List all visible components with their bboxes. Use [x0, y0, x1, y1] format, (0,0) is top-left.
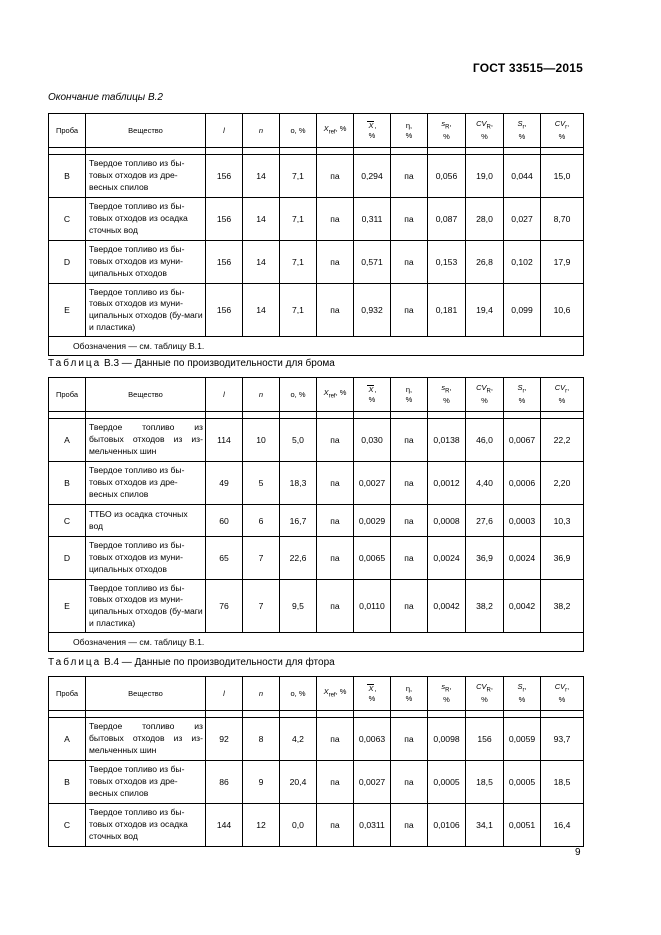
cell-substance: Твердое топливо из бы-товых отходов из дре-весных спилов	[86, 155, 206, 198]
col-header-sR: $s_R$, %	[428, 114, 466, 148]
cell-xref: па	[317, 580, 354, 633]
cell-xref: па	[317, 284, 354, 337]
cell-sR: 0,056	[428, 155, 466, 198]
cell-cvR: 34,1	[466, 804, 504, 847]
header-spacer	[280, 412, 317, 419]
header-spacer	[86, 412, 206, 419]
cell-l: 156	[206, 198, 243, 241]
cell-cvR: 28,0	[466, 198, 504, 241]
header-spacer	[243, 412, 280, 419]
cell-l: 144	[206, 804, 243, 847]
col-header-sample: Проба	[49, 378, 86, 412]
cell-o: 9,5	[280, 580, 317, 633]
table-notes-row	[49, 633, 584, 652]
col-header-cvR: $CV_R$, %	[466, 378, 504, 412]
cell-sr: 0,0067	[504, 419, 541, 462]
cell-cvr: 17,9	[541, 241, 584, 284]
header-spacer	[317, 412, 354, 419]
col-header-sr: $S_r$, %	[504, 114, 541, 148]
col-header-l: l	[206, 114, 243, 148]
cell-xref: па	[317, 537, 354, 580]
cell-sR: 0,0098	[428, 718, 466, 761]
header-spacer	[466, 711, 504, 718]
header-spacer	[504, 148, 541, 155]
header-spacer	[504, 711, 541, 718]
header-spacer	[243, 148, 280, 155]
cell-xref: па	[317, 241, 354, 284]
col-header-xbar: X, %	[354, 677, 391, 711]
cell-cvr: 8,70	[541, 198, 584, 241]
cell-cvr: 93,7	[541, 718, 584, 761]
cell-cvR: 46,0	[466, 419, 504, 462]
col-header-o: о, %	[280, 378, 317, 412]
cell-xref: па	[317, 198, 354, 241]
header-spacer	[466, 148, 504, 155]
cell-sr: 0,0051	[504, 804, 541, 847]
table-row	[49, 804, 584, 847]
col-header-sample: Проба	[49, 114, 86, 148]
cell-xbar: 0,0110	[354, 580, 391, 633]
cell-sr: 0,102	[504, 241, 541, 284]
header-spacer	[391, 148, 428, 155]
header-spacer	[317, 711, 354, 718]
cell-o: 7,1	[280, 155, 317, 198]
header-spacer	[504, 412, 541, 419]
table-row	[49, 580, 584, 633]
header-spacer	[428, 148, 466, 155]
cell-xbar: 0,0029	[354, 505, 391, 537]
cell-eta: па	[391, 284, 428, 337]
header-spacer	[541, 412, 584, 419]
cell-xbar: 0,0063	[354, 718, 391, 761]
table-row	[49, 241, 584, 284]
table-b4	[48, 676, 584, 847]
cell-eta: па	[391, 241, 428, 284]
header-spacer	[354, 412, 391, 419]
cell-xbar: 0,294	[354, 155, 391, 198]
cell-cvr: 10,6	[541, 284, 584, 337]
cell-xref: па	[317, 718, 354, 761]
cell-substance: Твердое топливо из бытовых отходов из из-мельченных шин	[86, 419, 206, 462]
cell-cvr: 2,20	[541, 462, 584, 505]
header-spacer	[541, 148, 584, 155]
cell-xbar: 0,030	[354, 419, 391, 462]
cell-l: 86	[206, 761, 243, 804]
cell-o: 20,4	[280, 761, 317, 804]
header-spacer	[317, 148, 354, 155]
table-row	[49, 198, 584, 241]
cell-sR: 0,0106	[428, 804, 466, 847]
col-header-substance: Вещество	[86, 677, 206, 711]
table-notes: Обозначения — см. таблицу В.1.	[49, 337, 584, 356]
cell-cvR: 38,2	[466, 580, 504, 633]
header-spacer	[86, 711, 206, 718]
cell-sR: 0,153	[428, 241, 466, 284]
cell-n: 14	[243, 155, 280, 198]
col-header-l: l	[206, 677, 243, 711]
col-header-xref: $X_{ref}$, %	[317, 378, 354, 412]
cell-o: 4,2	[280, 718, 317, 761]
cell-sample: А	[49, 718, 86, 761]
table-b2-caption: Окончание таблицы В.2	[48, 92, 163, 103]
cell-cvr: 15,0	[541, 155, 584, 198]
cell-substance: Твердое топливо из бы-товых отходов из осадка сточных вод	[86, 804, 206, 847]
col-header-l: l	[206, 378, 243, 412]
cell-eta: па	[391, 419, 428, 462]
cell-o: 18,3	[280, 462, 317, 505]
cell-cvR: 156	[466, 718, 504, 761]
cell-eta: па	[391, 462, 428, 505]
cell-eta: па	[391, 580, 428, 633]
header-spacer	[86, 148, 206, 155]
col-header-eta: η, %	[391, 114, 428, 148]
col-header-n: n	[243, 677, 280, 711]
table-row	[49, 462, 584, 505]
cell-l: 49	[206, 462, 243, 505]
cell-substance: Твердое топливо из бы-товых отходов из муни-ципальных отходов (бу-маги и пластика)	[86, 284, 206, 337]
cell-l: 156	[206, 155, 243, 198]
cell-o: 0,0	[280, 804, 317, 847]
table-b3-caption	[48, 358, 335, 369]
cell-xref: па	[317, 761, 354, 804]
cell-o: 7,1	[280, 198, 317, 241]
table-row	[49, 284, 584, 337]
col-header-eta: η, %	[391, 378, 428, 412]
cell-eta: па	[391, 537, 428, 580]
table-b2	[48, 113, 584, 356]
cell-sr: 0,0024	[504, 537, 541, 580]
cell-sr: 0,0059	[504, 718, 541, 761]
cell-eta: па	[391, 718, 428, 761]
document-id: ГОСТ 33515—2015	[472, 61, 583, 75]
cell-xbar: 0,571	[354, 241, 391, 284]
col-header-cvR: $CV_R$, %	[466, 114, 504, 148]
cell-sample: Е	[49, 580, 86, 633]
table-row	[49, 761, 584, 804]
col-header-cvr: $CV_r$, %	[541, 677, 584, 711]
page-number: 9	[575, 847, 581, 858]
table-b4-caption	[48, 657, 335, 668]
cell-xbar: 0,311	[354, 198, 391, 241]
cell-sample: D	[49, 537, 86, 580]
cell-substance: ТТБО из осадка сточных вод	[86, 505, 206, 537]
cell-n: 8	[243, 718, 280, 761]
table-b3	[48, 377, 584, 652]
cell-n: 9	[243, 761, 280, 804]
cell-o: 22,6	[280, 537, 317, 580]
header-spacer	[391, 711, 428, 718]
cell-xbar: 0,0027	[354, 761, 391, 804]
cell-xbar: 0,0027	[354, 462, 391, 505]
cell-n: 12	[243, 804, 280, 847]
cell-l: 65	[206, 537, 243, 580]
cell-cvr: 16,4	[541, 804, 584, 847]
col-header-sR: $s_R$, %	[428, 378, 466, 412]
cell-eta: па	[391, 505, 428, 537]
header-spacer	[49, 711, 86, 718]
header-spacer	[466, 412, 504, 419]
table-row	[49, 537, 584, 580]
cell-cvR: 36,9	[466, 537, 504, 580]
header-spacer	[206, 412, 243, 419]
cell-cvr: 10,3	[541, 505, 584, 537]
col-header-substance: Вещество	[86, 378, 206, 412]
cell-substance: Твердое топливо из бы-товых отходов из муни-ципальных отходов	[86, 241, 206, 284]
cell-cvR: 26,8	[466, 241, 504, 284]
cell-eta: па	[391, 155, 428, 198]
cell-cvR: 19,0	[466, 155, 504, 198]
cell-xbar: 0,0311	[354, 804, 391, 847]
cell-sR: 0,0012	[428, 462, 466, 505]
cell-xref: па	[317, 155, 354, 198]
cell-l: 76	[206, 580, 243, 633]
header-spacer	[354, 711, 391, 718]
cell-sr: 0,027	[504, 198, 541, 241]
cell-sR: 0,087	[428, 198, 466, 241]
col-header-eta: η, %	[391, 677, 428, 711]
cell-xref: па	[317, 419, 354, 462]
cell-sR: 0,0008	[428, 505, 466, 537]
cell-cvR: 4,40	[466, 462, 504, 505]
cell-substance: Твердое топливо из бы-товых отходов из муни-ципальных отходов	[86, 537, 206, 580]
cell-xref: па	[317, 462, 354, 505]
col-header-cvr: $CV_r$, %	[541, 114, 584, 148]
cell-cvr: 18,5	[541, 761, 584, 804]
table-row	[49, 505, 584, 537]
cell-sr: 0,0006	[504, 462, 541, 505]
header-spacer	[206, 711, 243, 718]
col-header-o: о, %	[280, 677, 317, 711]
cell-sample: В	[49, 761, 86, 804]
cell-substance: Твердое топливо из бы-товых отходов из дре-весных спилов	[86, 462, 206, 505]
cell-n: 7	[243, 580, 280, 633]
cell-n: 14	[243, 284, 280, 337]
table-row	[49, 155, 584, 198]
cell-sample: В	[49, 462, 86, 505]
cell-substance: Твердое топливо из бы-товых отходов из дре-весных спилов	[86, 761, 206, 804]
col-header-n: n	[243, 114, 280, 148]
table-row	[49, 419, 584, 462]
col-header-substance: Вещество	[86, 114, 206, 148]
cell-substance: Твердое топливо из бы-товых отходов из муни-ципальных отходов (бу-маги и пластика)	[86, 580, 206, 633]
cell-xbar: 0,0065	[354, 537, 391, 580]
table-notes-row	[49, 337, 584, 356]
cell-sR: 0,0024	[428, 537, 466, 580]
cell-substance: Твердое топливо из бытовых отходов из из-мельченных шин	[86, 718, 206, 761]
cell-sample: С	[49, 198, 86, 241]
header-spacer	[280, 711, 317, 718]
cell-o: 16,7	[280, 505, 317, 537]
caption-title: В.3 — Данные по производительности для брома	[101, 358, 335, 369]
col-header-sr: $S_r$, %	[504, 677, 541, 711]
col-header-n: n	[243, 378, 280, 412]
cell-sR: 0,181	[428, 284, 466, 337]
cell-o: 7,1	[280, 284, 317, 337]
cell-l: 114	[206, 419, 243, 462]
cell-xbar: 0,932	[354, 284, 391, 337]
col-header-sr: $S_r$, %	[504, 378, 541, 412]
header-spacer	[280, 148, 317, 155]
cell-cvr: 38,2	[541, 580, 584, 633]
cell-cvR: 27,6	[466, 505, 504, 537]
cell-sr: 0,0003	[504, 505, 541, 537]
header-spacer	[49, 148, 86, 155]
cell-n: 7	[243, 537, 280, 580]
col-header-xref: $X_{ref}$, %	[317, 677, 354, 711]
col-header-sample: Проба	[49, 677, 86, 711]
cell-o: 7,1	[280, 241, 317, 284]
cell-n: 14	[243, 198, 280, 241]
col-header-xbar: X, %	[354, 114, 391, 148]
col-header-o: о, %	[280, 114, 317, 148]
table-notes: Обозначения — см. таблицу В.1.	[49, 633, 584, 652]
cell-sample: А	[49, 419, 86, 462]
cell-xref: па	[317, 804, 354, 847]
cell-eta: па	[391, 761, 428, 804]
cell-sample: С	[49, 804, 86, 847]
cell-sample: В	[49, 155, 86, 198]
col-header-sR: $s_R$, %	[428, 677, 466, 711]
header-spacer	[428, 711, 466, 718]
cell-eta: па	[391, 804, 428, 847]
table-row	[49, 718, 584, 761]
col-header-cvR: $CV_R$, %	[466, 677, 504, 711]
cell-cvR: 19,4	[466, 284, 504, 337]
cell-n: 5	[243, 462, 280, 505]
cell-cvr: 22,2	[541, 419, 584, 462]
col-header-cvr: $CV_r$, %	[541, 378, 584, 412]
caption-label: Таблица	[48, 358, 102, 369]
cell-substance: Твердое топливо из бы-товых отходов из осадка сточных вод	[86, 198, 206, 241]
cell-o: 5,0	[280, 419, 317, 462]
cell-eta: па	[391, 198, 428, 241]
cell-sample: D	[49, 241, 86, 284]
header-spacer	[206, 148, 243, 155]
caption-title: В.4 — Данные по производительности для фтора	[101, 657, 335, 668]
cell-sR: 0,0005	[428, 761, 466, 804]
cell-sr: 0,044	[504, 155, 541, 198]
cell-sr: 0,099	[504, 284, 541, 337]
cell-sample: Е	[49, 284, 86, 337]
cell-l: 156	[206, 241, 243, 284]
cell-sr: 0,0042	[504, 580, 541, 633]
col-header-xref: $X_{ref}$, %	[317, 114, 354, 148]
header-spacer	[391, 412, 428, 419]
cell-sample: С	[49, 505, 86, 537]
cell-sr: 0,0005	[504, 761, 541, 804]
header-spacer	[49, 412, 86, 419]
caption-label: Таблица	[48, 657, 102, 668]
cell-l: 156	[206, 284, 243, 337]
cell-cvr: 36,9	[541, 537, 584, 580]
cell-n: 14	[243, 241, 280, 284]
cell-n: 10	[243, 419, 280, 462]
header-spacer	[354, 148, 391, 155]
header-spacer	[541, 711, 584, 718]
cell-sR: 0,0138	[428, 419, 466, 462]
cell-l: 60	[206, 505, 243, 537]
cell-sR: 0,0042	[428, 580, 466, 633]
cell-l: 92	[206, 718, 243, 761]
header-spacer	[428, 412, 466, 419]
cell-xref: па	[317, 505, 354, 537]
cell-cvR: 18,5	[466, 761, 504, 804]
header-spacer	[243, 711, 280, 718]
cell-n: 6	[243, 505, 280, 537]
col-header-xbar: X, %	[354, 378, 391, 412]
